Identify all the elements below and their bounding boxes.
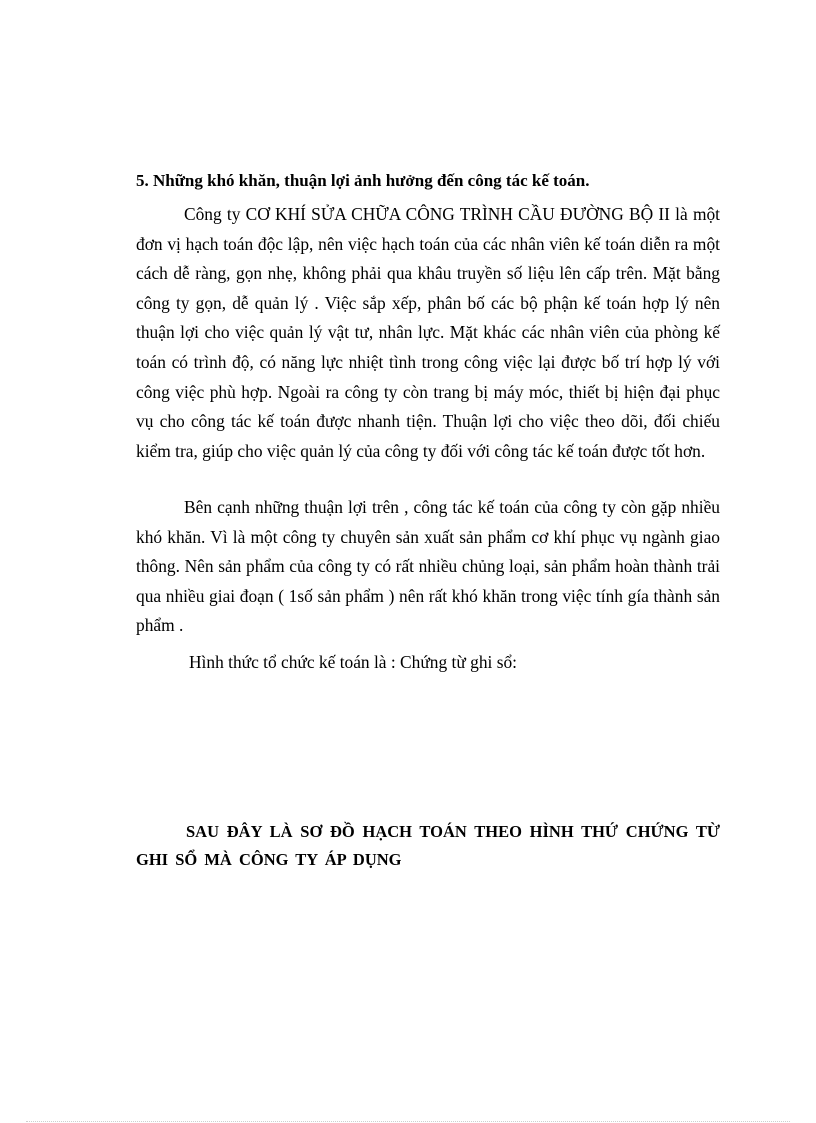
diagram-caption: SAU ĐÂY LÀ SƠ ĐỒ HẠCH TOÁN THEO HÌNH THỨ CHỨNG TỪ GHI SỔ MÀ CÔNG TY ÁP DỤNG [136, 822, 720, 869]
paragraph-difficulties: Bên cạnh những thuận lợi trên , công tác kế toán của công ty còn gặp nhiều khó khăn. Vì là một công ty chuyên sản xuất sản phẩm cơ khí phục vụ ngành giao thông. Nên sản phẩm của công ty có rất nhiều chủng loại, sản phẩm hoàn thành trải qua nhiều giai đoạn ( 1số sản phẩm ) nên rất khó khăn trong việc tính gía thành sản phẩm . [136, 497, 720, 636]
paragraph-accounting-form: Hình thức tổ chức kế toán là : Chứng từ ghi sổ: [189, 652, 517, 672]
paragraph-advantages: Công ty CƠ KHÍ SỬA CHỮA CÔNG TRÌNH CẦU ĐƯỜNG BỘ II là một đơn vị hạch toán độc lập, nên việc hạch toán của các nhân viên kế toán diễn ra một cách dễ ràng, gọn nhẹ, không phải qua khâu truyền số liệu lên cấp trên. Mặt bằng công ty gọn, dễ quản lý . Việc sắp xếp, phân bố các bộ phận kế toán hợp lý nên thuận lợi cho việc quản lý vật tư, nhân lực. Mặt khác các nhân viên của phòng kế toán có trình độ, có năng lực nhiệt tình trong công việc lại được bố trí hợp lý với công việc phù hợp. Ngoài ra công ty còn trang bị máy móc, thiết bị hiện đại phục vụ cho công tác kế toán được nhanh tiện. Thuận lợi cho việc theo dõi, đối chiếu kiểm tra, giúp cho việc quản lý của công ty đối với công tác kế toán được tốt hơn. [136, 204, 720, 461]
section-heading: 5. Những khó khăn, thuận lợi ảnh hưởng đến công tác kế toán. [136, 171, 590, 190]
footer-divider [26, 1121, 790, 1122]
